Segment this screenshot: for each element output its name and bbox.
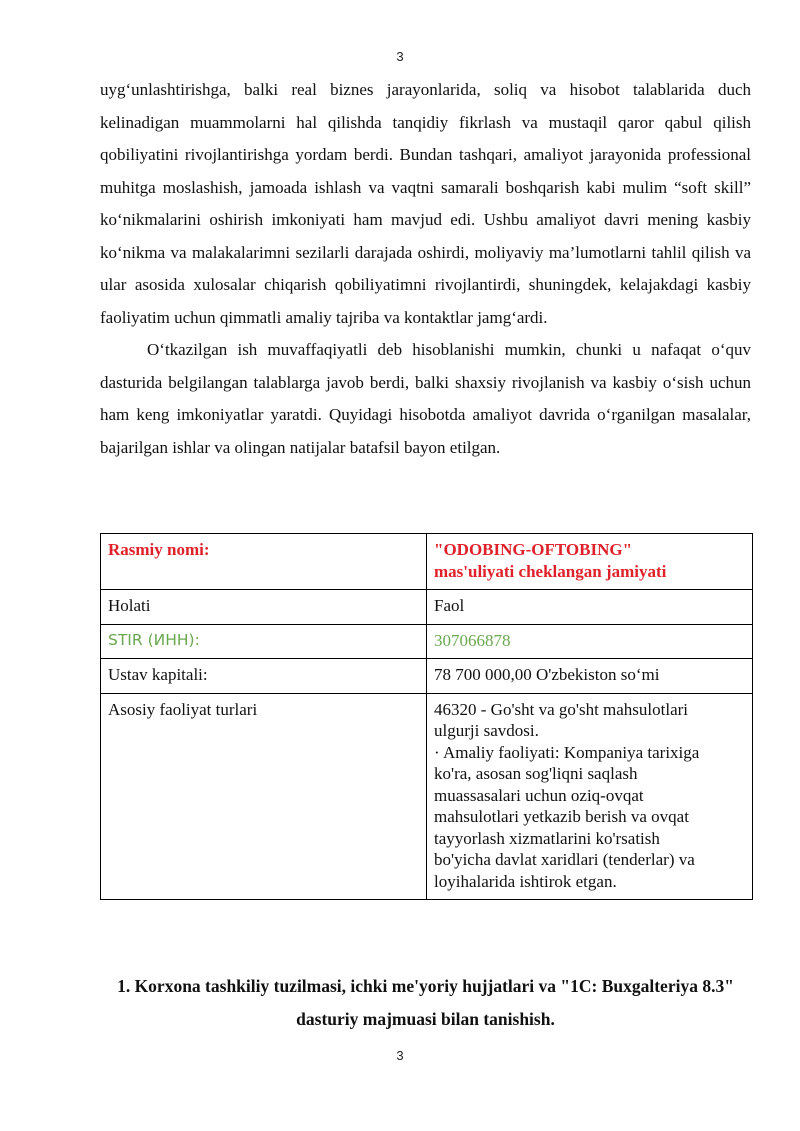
table-cell-line: ulgurji savdosi.: [434, 721, 539, 740]
table-row: [101, 693, 753, 900]
table-cell-line: mas'uliyati cheklangan jamiyati: [434, 561, 667, 581]
table-cell-value: Faol: [427, 590, 753, 625]
table-row: [101, 659, 753, 694]
table-cell-value: [427, 693, 753, 900]
table-cell-line: "ODOBING-OFTOBING": [434, 540, 633, 559]
table-cell-label: STIR (ИНН):: [101, 624, 427, 659]
table-row: [101, 624, 753, 659]
table-cell-value: [427, 534, 753, 590]
table-cell-label: Ustav kapitali:: [101, 659, 427, 694]
table-cell-label: Rasmiy nomi:: [101, 534, 427, 590]
table-cell-line: loyihalarida ishtirok etgan.: [434, 871, 617, 891]
table-cell-line: bo'yicha davlat xaridlari (tenderlar) va: [434, 850, 695, 869]
page-number-bottom: 3: [396, 1048, 404, 1063]
table-cell-line: tayyorlash xizmatlarini ko'rsatish: [434, 828, 660, 848]
table-cell-value: 78 700 000,00 O'zbekiston so‘mi: [427, 659, 753, 694]
table-cell-value: 307066878: [427, 624, 753, 659]
table-cell-label: Holati: [101, 590, 427, 625]
table-cell-label: Asosiy faoliyat turlari: [101, 693, 427, 900]
table-cell-line: · Amaliy faoliyati: Kompaniya tarixiga: [434, 742, 700, 762]
body-text: [100, 74, 751, 464]
table-cell-line: 46320 - Go'sht va go'sht mahsulotlari: [434, 699, 689, 719]
table-cell-line: mahsulotlari yetkazib berish va ovqat: [434, 807, 689, 826]
table-row: [101, 534, 753, 590]
table-row: [101, 590, 753, 625]
table-cell-line: muassasalari uchun oziq-ovqat: [434, 785, 644, 805]
page-number-top: 3: [396, 49, 404, 64]
company-info-table: [100, 533, 753, 900]
section-heading: 1. Korxona tashkiliy tuzilmasi, ichki me'yoriy hujjatlari va "1C: Buxgalteriya 8.3" dasturiy majmuasi bilan tanishish.: [117, 976, 734, 1029]
paragraph: O‘tkazilgan ish muvaffaqiyatli deb hisoblanishi mumkin, chunki u nafaqat o‘quv dasturida belgilangan talablarga javob berdi, balki shaxsiy rivojlanish va kasbiy o‘sish uchun ham keng imkoniyatlar yaratdi. Quyidagi hisobotda amaliyot davrida o‘rganilgan masalalar, bajarilgan ishlar va olingan natijalar batafsil bayon etilgan.: [100, 340, 751, 457]
table-cell-line: ko'ra, asosan sog'liqni saqlash: [434, 764, 638, 783]
paragraph: uyg‘unlashtirishga, balki real biznes jarayonlarida, soliq va hisobot talablarida duch kelinadigan muammolarni hal qilishda tanqidiy fikrlash va mustaqil qaror qabul qilish qobiliyatini rivojlantirishga yordam berdi. Bundan tashqari, amaliyot jarayonida professional muhitga moslashish, jamoada ishlash va vaqtni samarali boshqarish kabi mulim “soft skill” ko‘nikmalarini oshirish imkoniyati ham mavjud edi. Ushbu amaliyot davri mening kasbiy ko‘nikma va malakalarimni sezilarli darajada oshirdi, moliyaviy ma’lumotlarni tahlil qilish va ular asosida xulosalar chiqarish qobiliyatimni rivojlantirdi, shuningdek, kelajakdagi kasbiy faoliyatim uchun qimmatli amaliy tajriba va kontaktlar jamg‘ardi.: [100, 80, 751, 327]
